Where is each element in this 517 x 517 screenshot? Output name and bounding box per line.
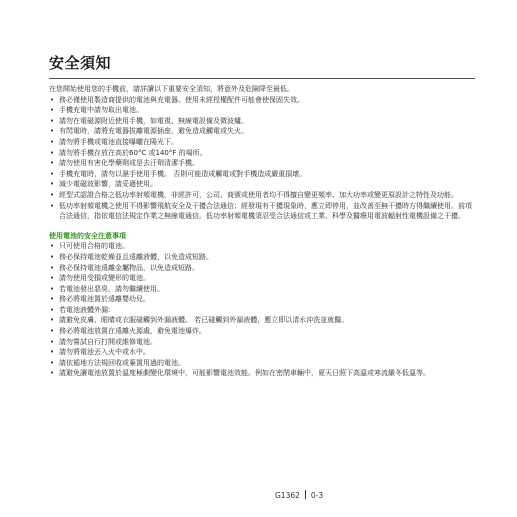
list-item: • 減少電磁波影響，請妥適使用。 <box>49 179 477 190</box>
list-item: • 低功率射頻電機之使用不得影響飛航安全及干擾合法通信；經發現有干擾現象時，應立即停用，並改善至無干擾時方得繼續使用。前項合法通信，指依電信法規定作業之無線電通信。低功率射頻電機須忍受合法通信或工業、科學及醫療用電波輻射性電機設備之干擾。 <box>49 201 477 222</box>
page-title: 安全須知 <box>49 54 112 72</box>
list-item: • 請勿使用受損或變形的電池。 <box>49 273 477 284</box>
general-safety-list <box>49 95 477 222</box>
battery-safety-list <box>49 241 477 379</box>
page-footer <box>275 490 323 500</box>
list-item: • 務必將電池置於遠離嬰幼兒。 <box>49 294 477 305</box>
list-item: • 請依循地方法規回收或棄置用過的電池。 <box>49 358 477 369</box>
list-item: • 只可使用合格的電池。 <box>49 241 477 252</box>
document-body <box>49 84 477 379</box>
footer-separator <box>305 490 306 499</box>
list-item: • 有閃電時，請將充電器拔離電源插座，避免造成觸電或失火。 <box>49 126 477 137</box>
list-item: • 請勿將手機或電池直接曝曬在陽光下。 <box>49 137 477 148</box>
list-item: • 請避免皮膚、眼睛或衣服碰觸到外漏液體。 若已碰觸到外漏液體，應立即以清水沖洗並就醫。 <box>49 315 477 326</box>
list-item: • 若電池液體外漏： <box>49 305 477 316</box>
list-item: • 若電池發出惡臭，請勿繼續使用。 <box>49 284 477 295</box>
list-item: • 務必將電池放置在遠離火源處，避免電池爆炸。 <box>49 326 477 337</box>
list-item: • 請勿將手機存放在高於60°C 或140°F 的場所。 <box>49 148 477 159</box>
list-item: • 請勿在電磁源附近使用手機，如電視、無線電設備及微波爐。 <box>49 116 477 127</box>
list-item: • 務必保持電池乾燥並且遠離液體，以免造成短路。 <box>49 252 477 263</box>
list-item: • 請勿嘗試自行打開或維修電池。 <box>49 337 477 348</box>
list-item: • 務必僅使用製造商提供的電池與充電器。使用未經授權配件可能會使保固失效。 <box>49 95 477 106</box>
intro-paragraph: 在您開始使用您的手機前，請詳讀以下重要安全須知，將意外及危險降至最低。 <box>49 85 294 93</box>
title-divider <box>49 78 475 79</box>
page-number: 0-3 <box>310 491 324 500</box>
list-item: • 手機充電中請勿取出電池。 <box>49 105 477 116</box>
list-item: • 手機充電時，請勿以濕手使用手機。 否則可能造成觸電或對手機造成嚴重損壞。 <box>49 169 477 180</box>
model-number: G1362 <box>275 491 300 500</box>
list-item: • 請勿將電池丟入火中或水中。 <box>49 347 477 358</box>
list-item: • 務必保持電池遠離金屬物品，以免造成短路。 <box>49 263 477 274</box>
battery-section-heading: 使用電池的安全注意事項 <box>49 231 126 240</box>
list-item: • 經型式認證合格之低功率射頻電機，非經許可，公司、商號或使用者均不得擅自變更頻率、加大功率或變更原設計之特性及功能。 <box>49 190 477 201</box>
list-item: • 請勿使用有害化學藥劑或是去汙劑清潔手機。 <box>49 158 477 169</box>
list-item: • 請避免讓電池放置於溫度極劇變化環境中，可能影響電池效能。例如在密閉車輛中，夏天日照下高溫或寒流嚴冬低溫等。 <box>49 368 477 379</box>
